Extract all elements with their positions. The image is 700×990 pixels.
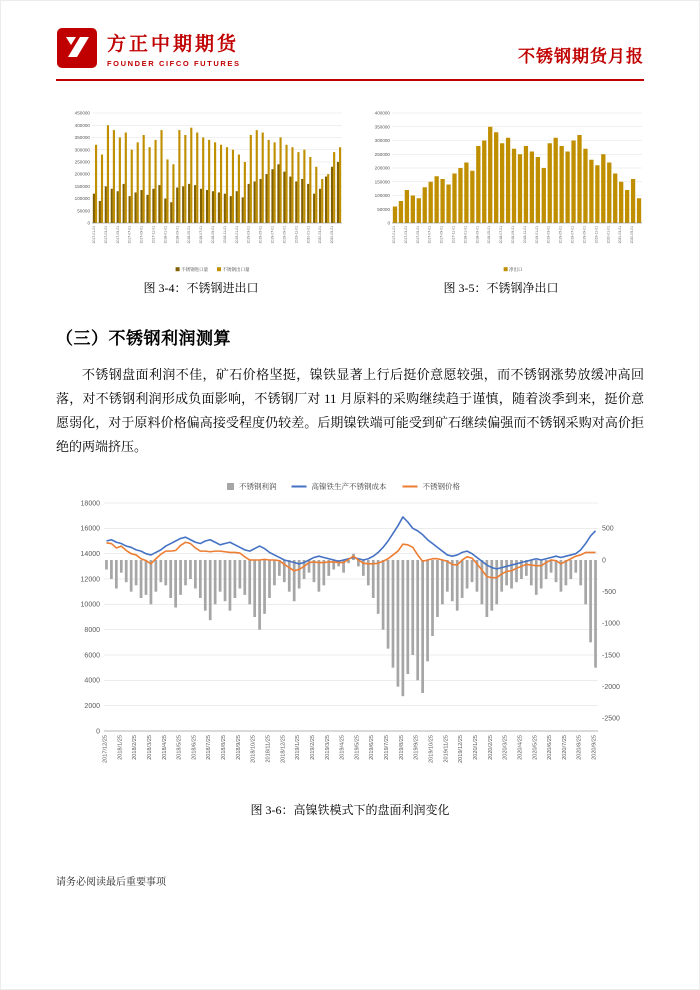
svg-text:2019/11/25: 2019/11/25 — [443, 735, 450, 763]
svg-text:2019/9/25: 2019/9/25 — [413, 735, 420, 761]
svg-text:2018/1/25: 2018/1/25 — [117, 735, 124, 761]
svg-text:2019/1/25: 2019/1/25 — [295, 735, 302, 761]
svg-text:2017-01-01: 2017-01-01 — [91, 226, 96, 244]
svg-text:2019-01-01: 2019-01-01 — [534, 226, 539, 244]
svg-text:300000: 300000 — [74, 147, 90, 153]
svg-text:2020-03-01: 2020-03-01 — [618, 226, 623, 244]
svg-text:150000: 150000 — [74, 183, 90, 189]
svg-text:不锈钢价格: 不锈钢价格 — [422, 482, 460, 492]
svg-text:2020/8/25: 2020/8/25 — [576, 735, 583, 761]
svg-text:2018-03-01: 2018-03-01 — [175, 226, 180, 244]
svg-text:-1000: -1000 — [602, 620, 620, 628]
svg-text:2020-03-01: 2020-03-01 — [318, 226, 323, 244]
svg-text:2017-09-01: 2017-09-01 — [439, 226, 444, 244]
chart-profit-combo — [60, 477, 640, 787]
svg-text:2018/7/25: 2018/7/25 — [206, 735, 213, 761]
svg-text:8000: 8000 — [84, 627, 100, 635]
svg-text:16000: 16000 — [80, 525, 100, 533]
report-title: 不锈钢期货月报 — [518, 47, 644, 66]
svg-text:450000: 450000 — [74, 110, 90, 116]
svg-text:18000: 18000 — [80, 500, 100, 508]
svg-text:2018/8/25: 2018/8/25 — [221, 735, 228, 761]
svg-text:2018/3/25: 2018/3/25 — [146, 735, 153, 761]
svg-text:100000: 100000 — [74, 196, 90, 202]
svg-text:350000: 350000 — [74, 135, 90, 141]
svg-text:2019-11-01: 2019-11-01 — [594, 226, 599, 244]
founder-logo-icon — [56, 27, 98, 69]
svg-text:2000: 2000 — [84, 703, 100, 711]
svg-text:-2000: -2000 — [602, 684, 620, 692]
svg-text:50000: 50000 — [77, 208, 90, 214]
svg-text:0: 0 — [387, 220, 390, 226]
svg-text:2018/10/25: 2018/10/25 — [250, 735, 257, 764]
svg-text:2017-11-01: 2017-11-01 — [451, 226, 456, 244]
svg-text:10000: 10000 — [80, 601, 100, 609]
svg-text:2017-09-01: 2017-09-01 — [139, 226, 144, 244]
svg-text:2019/6/25: 2019/6/25 — [369, 735, 376, 761]
figure-3-5-caption: 图 3-5：不锈钢净出口 — [443, 281, 559, 295]
svg-text:2019-07-01: 2019-07-01 — [270, 226, 275, 244]
svg-text:0: 0 — [602, 557, 606, 565]
svg-text:2019/2/25: 2019/2/25 — [309, 735, 316, 761]
svg-text:2017-07-01: 2017-07-01 — [127, 226, 132, 244]
body-paragraph: 不锈钢盘面利润不佳，矿石价格坚挺，镍铁显著上行后挺价意愿较强，而不锈钢涨势放缓冲高回落，对不锈钢利润形成负面影响，不锈钢厂对 11 月原料的采购继续趋于谨慎，随着淡季到来，挺价意愿弱化，对于原料价格偏高接受程度仍较差。后期镍铁端可能受到矿石继续偏强而不锈钢采购对高价拒绝的两端挤压。 — [56, 367, 644, 455]
svg-text:100000: 100000 — [374, 193, 390, 199]
svg-text:2018-01-01: 2018-01-01 — [163, 226, 168, 244]
svg-text:2019/7/25: 2019/7/25 — [384, 735, 391, 761]
page-header — [1, 1, 699, 79]
svg-text:2017-03-01: 2017-03-01 — [103, 226, 108, 244]
chart-net-exports — [356, 105, 646, 275]
svg-text:2020/7/25: 2020/7/25 — [561, 735, 568, 761]
logo-name-en: FOUNDER CIFCO FUTURES — [107, 58, 241, 68]
svg-text:2017-01-01: 2017-01-01 — [391, 226, 396, 244]
svg-text:-500: -500 — [602, 589, 617, 597]
svg-text:2018-03-01: 2018-03-01 — [475, 226, 480, 244]
svg-text:2019-05-01: 2019-05-01 — [558, 226, 563, 244]
svg-text:200000: 200000 — [374, 165, 390, 171]
svg-text:2019-07-01: 2019-07-01 — [570, 226, 575, 244]
svg-text:200000: 200000 — [74, 171, 90, 177]
svg-text:2020-05-01: 2020-05-01 — [330, 226, 335, 244]
figure-3-6 — [1, 477, 699, 818]
svg-text:50000: 50000 — [377, 206, 390, 212]
svg-text:2019-03-01: 2019-03-01 — [546, 226, 551, 244]
svg-text:400000: 400000 — [74, 122, 90, 128]
svg-text:4000: 4000 — [84, 677, 100, 685]
svg-text:2018/9/25: 2018/9/25 — [235, 735, 242, 761]
svg-text:250000: 250000 — [374, 151, 390, 157]
svg-text:2018-05-01: 2018-05-01 — [187, 226, 192, 244]
svg-text:2018-11-01: 2018-11-01 — [222, 226, 227, 244]
svg-text:2020/1/25: 2020/1/25 — [472, 735, 479, 761]
svg-text:250000: 250000 — [74, 159, 90, 165]
figure-3-5 — [356, 105, 646, 296]
svg-text:2018/5/25: 2018/5/25 — [176, 735, 183, 761]
svg-text:2019/3/25: 2019/3/25 — [324, 735, 331, 761]
svg-text:2019/12/25: 2019/12/25 — [458, 735, 465, 764]
svg-text:2018/2/25: 2018/2/25 — [132, 735, 139, 761]
svg-text:2018/11/25: 2018/11/25 — [265, 735, 272, 763]
svg-text:2018/6/25: 2018/6/25 — [191, 735, 198, 761]
svg-text:不锈钢出口量: 不锈钢出口量 — [222, 267, 250, 272]
company-logo — [56, 27, 241, 69]
svg-text:500: 500 — [602, 525, 614, 533]
svg-text:2018-01-01: 2018-01-01 — [463, 226, 468, 244]
small-charts-row — [1, 105, 699, 296]
svg-text:2017-03-01: 2017-03-01 — [403, 226, 408, 244]
svg-text:2017-07-01: 2017-07-01 — [427, 226, 432, 244]
svg-text:不锈钢进口量: 不锈钢进口量 — [181, 267, 209, 272]
svg-text:2019-09-01: 2019-09-01 — [582, 226, 587, 244]
svg-text:2020-01-01: 2020-01-01 — [306, 226, 311, 244]
svg-text:2019-01-01: 2019-01-01 — [234, 226, 239, 244]
svg-text:2018-11-01: 2018-11-01 — [522, 226, 527, 244]
svg-text:2020-01-01: 2020-01-01 — [606, 226, 611, 244]
logo-text — [107, 29, 241, 68]
svg-text:2019/8/25: 2019/8/25 — [398, 735, 405, 761]
svg-text:2019-09-01: 2019-09-01 — [282, 226, 287, 244]
svg-text:2017-11-01: 2017-11-01 — [151, 226, 156, 244]
svg-text:高镍铁生产不锈钢成本: 高镍铁生产不锈钢成本 — [311, 482, 387, 492]
figure-3-4-caption: 图 3-4：不锈钢进出口 — [143, 281, 259, 295]
svg-text:150000: 150000 — [374, 179, 390, 185]
svg-text:2020-05-01: 2020-05-01 — [630, 226, 635, 244]
svg-text:2020/9/25: 2020/9/25 — [591, 735, 598, 761]
footer-note: 请务必阅读最后重要事项 — [56, 877, 166, 888]
svg-text:2020/4/25: 2020/4/25 — [517, 735, 524, 761]
svg-text:2018-07-01: 2018-07-01 — [499, 226, 504, 244]
svg-text:2020/2/25: 2020/2/25 — [487, 735, 494, 761]
chart-imports-exports — [56, 105, 346, 275]
logo-name-cn: 方正中期期货 — [107, 33, 240, 55]
svg-text:300000: 300000 — [374, 138, 390, 144]
svg-text:6000: 6000 — [84, 652, 100, 660]
svg-text:净出口: 净出口 — [509, 267, 523, 272]
svg-text:2019-11-01: 2019-11-01 — [294, 226, 299, 244]
svg-text:2017/12/25: 2017/12/25 — [102, 735, 109, 764]
svg-text:12000: 12000 — [80, 576, 100, 584]
svg-text:2019-05-01: 2019-05-01 — [258, 226, 263, 244]
figure-3-6-caption: 图 3-6：高镍铁模式下的盘面利润变化 — [250, 803, 450, 818]
svg-text:350000: 350000 — [374, 124, 390, 130]
svg-text:2020/6/25: 2020/6/25 — [547, 735, 554, 761]
svg-text:0: 0 — [87, 220, 90, 226]
svg-text:2018-09-01: 2018-09-01 — [211, 226, 216, 244]
svg-text:不锈钢利润: 不锈钢利润 — [239, 482, 277, 492]
svg-text:2019-03-01: 2019-03-01 — [246, 226, 251, 244]
svg-text:-1500: -1500 — [602, 652, 620, 660]
svg-text:2019/5/25: 2019/5/25 — [354, 735, 361, 761]
svg-text:2020/5/25: 2020/5/25 — [532, 735, 539, 761]
svg-text:-2500: -2500 — [602, 715, 620, 723]
svg-text:0: 0 — [96, 728, 100, 736]
svg-text:2017-05-01: 2017-05-01 — [415, 226, 420, 244]
svg-text:2018-05-01: 2018-05-01 — [487, 226, 492, 244]
svg-text:400000: 400000 — [374, 110, 390, 116]
svg-text:14000: 14000 — [80, 551, 100, 559]
svg-text:2019/10/25: 2019/10/25 — [428, 735, 435, 764]
svg-text:2017-05-01: 2017-05-01 — [115, 226, 120, 244]
svg-text:2018/12/25: 2018/12/25 — [280, 735, 287, 764]
svg-text:2018/4/25: 2018/4/25 — [161, 735, 168, 761]
figure-3-4 — [56, 105, 346, 296]
svg-text:2018-07-01: 2018-07-01 — [199, 226, 204, 244]
section-heading: （三）不锈钢利润测算 — [56, 329, 231, 348]
page-footer — [56, 873, 166, 888]
svg-text:2018-09-01: 2018-09-01 — [511, 226, 516, 244]
svg-text:2019/4/25: 2019/4/25 — [339, 735, 346, 761]
header-divider — [56, 79, 644, 81]
svg-text:2020/3/25: 2020/3/25 — [502, 735, 509, 761]
